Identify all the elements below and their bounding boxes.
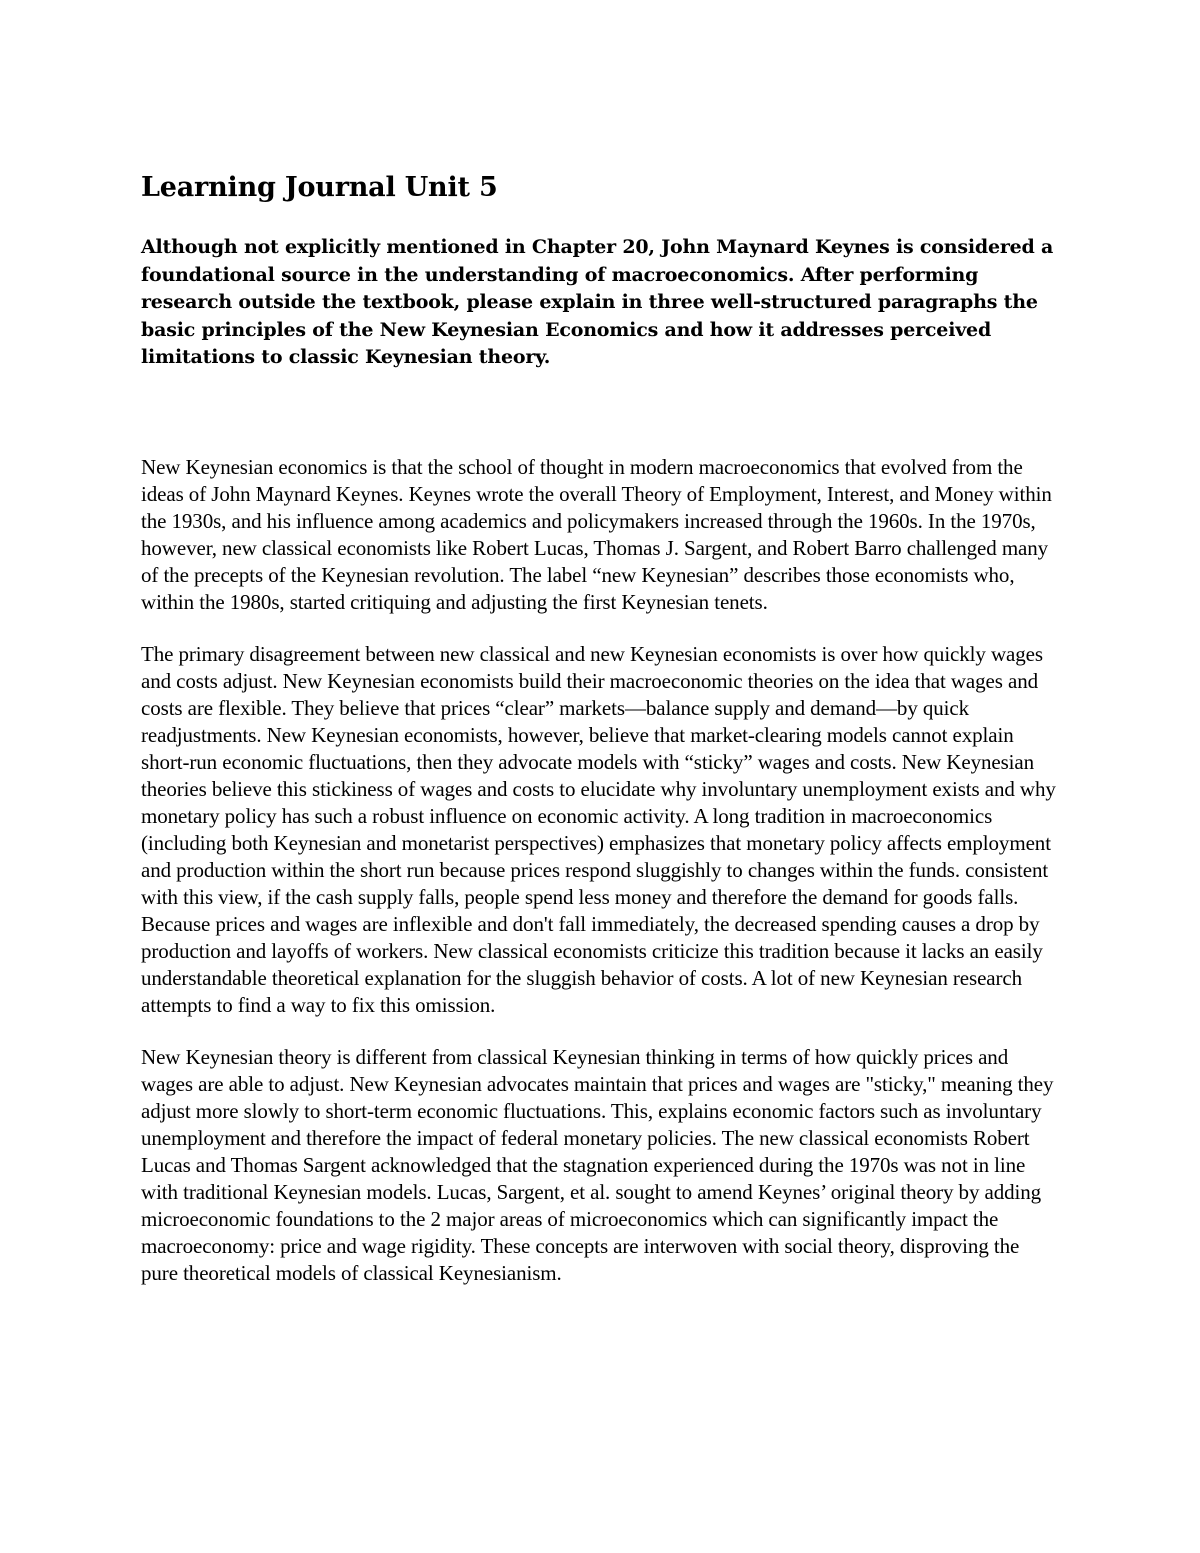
document-title: Learning Journal Unit 5 xyxy=(141,172,498,203)
paragraph-2: The primary disagreement between new classical and new Keynesian economists is over how quickly wages and costs adjust. New Keynesian economists build their macroeconomic theories on the idea that wages and costs are flexible. They believe that prices “clear” markets—balance supply and demand—by quick readjustments. New Keynesian economists, however, believe that market-clearing models cannot explain short-run economic fluctuations, then they advocate models with “sticky” wages and costs. New Keynesian theories believe this stickiness of wages and costs to elucidate why involuntary unemployment exists and why monetary policy has such a robust influence on economic activity. A long tradition in macroeconomics (including both Keynesian and monetarist perspectives) emphasizes that monetary policy affects employment and production within the short run because prices respond sluggishly to changes within the funds. consistent with this view, if the cash supply falls, people spend less money and therefore the demand for goods falls. Because prices and wages are inflexible and don't fall immediately, the decreased spending causes a drop by production and layoffs of workers. New classical economists criticize this tradition because it lacks an easily understandable theoretical explanation for the sluggish behavior of costs. A lot of new Keynesian research attempts to find a way to fix this omission. xyxy=(141,641,1056,1017)
document-body xyxy=(141,168,1061,1312)
assignment-prompt: Although not explicitly mentioned in Chapter 20, John Maynard Keynes is considered a foundational source in the understanding of macroeconomics. After performing research outside the textbook, please explain in three well-structured paragraphs the basic principles of the New Keynesian Economics and how it addresses perceived limitations to classic Keynesian theory. xyxy=(141,236,1054,368)
paragraph-3: New Keynesian theory is different from classical Keynesian thinking in terms of how quickly prices and wages are able to adjust. New Keynesian advocates maintain that prices and wages are "sticky," meaning they adjust more slowly to short-term economic fluctuations. This, explains economic factors such as involuntary unemployment and therefore the impact of federal monetary policies. The new classical economists Robert Lucas and Thomas Sargent acknowledged that the stagnation experienced during the 1970s was not in line with traditional Keynesian models. Lucas, Sargent, et al. sought to amend Keynes’ original theory by adding microeconomic foundations to the 2 major areas of microeconomics which can significantly impact the macroeconomy: price and wage rigidity. These concepts are interwoven with social theory, disproving the pure theoretical models of classical Keynesianism. xyxy=(141,1044,1054,1285)
paragraph-1: New Keynesian economics is that the school of thought in modern macroeconomics that evolved from the ideas of John Maynard Keynes. Keynes wrote the overall Theory of Employment, Interest, and Money within the 1930s, and his influence among academics and policymakers increased through the 1960s. In the 1970s, however, new classical economists like Robert Lucas, Thomas J. Sargent, and Robert Barro challenged many of the precepts of the Keynesian revolution. The label “new Keynesian” describes those economists who, within the 1980s, started critiquing and adjusting the first Keynesian tenets. xyxy=(141,454,1052,614)
